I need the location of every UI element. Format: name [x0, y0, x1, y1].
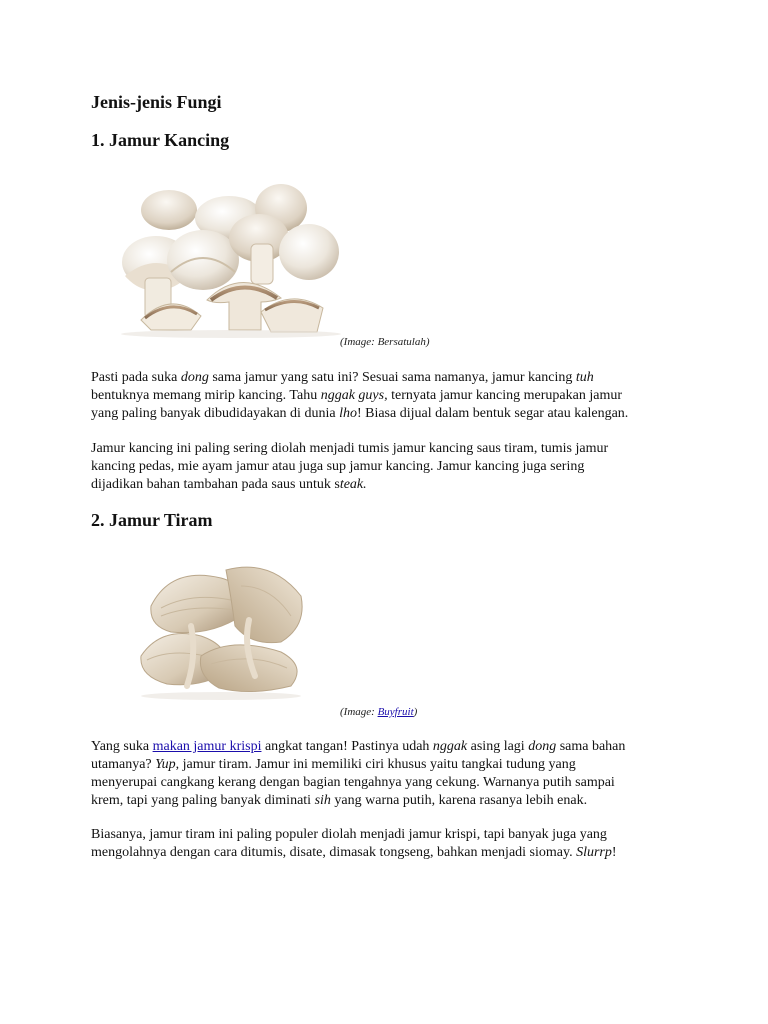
makan-jamur-krispi-link[interactable]: makan jamur krispi: [152, 739, 262, 754]
italic-run: nggak guys,: [320, 388, 388, 403]
paragraph-kancing-1: [91, 369, 681, 423]
text-run: dijadikan bahan tambahan pada saus untuk s: [91, 477, 340, 492]
text-line: [91, 792, 681, 810]
italic-run: sih: [314, 793, 331, 808]
text-run: mengolahnya dengan cara ditumis, disate, dimasak tongseng, bahkan menjadi siomay.: [91, 845, 577, 860]
text-run: yang paling banyak dibudidayakan di dunia: [91, 406, 340, 421]
section-heading-jamur-tiram: 2. Jamur Tiram: [91, 510, 213, 530]
text-run: sama bahan: [556, 739, 626, 754]
italic-run: Slurrp: [576, 845, 612, 860]
italic-run: Yup: [155, 757, 176, 772]
text-run: asing lagi: [467, 739, 529, 754]
text-run: sama jamur yang satu ini? Sesuai sama namanya, jamur kancing: [208, 370, 576, 385]
text-run: utamanya?: [91, 757, 156, 772]
text-run: yang warna putih, karena rasanya lebih enak.: [330, 793, 588, 808]
text-line: [91, 387, 681, 405]
text-run: ternyata jamur kancing merupakan jamur: [387, 388, 623, 403]
caption-prefix: (Image:: [340, 336, 378, 348]
paragraph-tiram-2: [91, 826, 681, 862]
oyster-mushroom-image: [131, 556, 311, 702]
text-line: menyerupai cangkang kerang dengan bagian tengahnya yang cekung. Warnanya putih sampai: [91, 775, 615, 790]
image-caption-tiram: [340, 706, 417, 718]
document-title: Jenis-jenis Fungi: [91, 92, 222, 112]
text-line: [91, 844, 681, 862]
text-line: [91, 756, 681, 774]
italic-run: dong: [528, 739, 557, 754]
section-heading-jamur-kancing: 1. Jamur Kancing: [91, 130, 230, 150]
text-line: [91, 476, 681, 494]
paragraph-tiram-1: [91, 738, 681, 810]
italic-run: nggak: [432, 739, 468, 754]
oyster-mushroom-photo-icon: [131, 556, 311, 702]
button-mushroom-image: [111, 180, 351, 338]
text-run: Pasti pada suka: [91, 370, 181, 385]
text-run: bentuknya memang mirip kancing. Tahu: [91, 388, 321, 403]
text-run: Yang suka: [91, 739, 153, 754]
text-line: [91, 369, 681, 387]
text-run: krem, tapi yang paling banyak diminati: [91, 793, 315, 808]
italic-run: dong: [180, 370, 209, 385]
paragraph-kancing-2: [91, 440, 681, 494]
text-run: , jamur tiram. Jamur ini memiliki ciri khusus yaitu tangkai tudung yang: [175, 757, 576, 772]
caption-source: Bersatulah: [377, 336, 426, 348]
text-line: kancing pedas, mie ayam jamur atau juga sup jamur kancing. Jamur kancing juga sering: [91, 459, 585, 474]
button-mushroom-photo-icon: [111, 180, 351, 338]
caption-source-link[interactable]: Buyfruit: [377, 706, 414, 718]
text-line: [91, 405, 681, 423]
italic-run: lho: [339, 406, 357, 421]
caption-prefix: (Image:: [340, 706, 378, 718]
text-run: !: [611, 845, 617, 860]
text-run: angkat tangan! Pastinya udah: [261, 739, 433, 754]
caption-suffix: ): [425, 336, 430, 348]
caption-suffix: ): [413, 706, 418, 718]
text-line: Jamur kancing ini paling sering diolah menjadi tumis jamur kancing saus tiram, tumis jamur: [91, 441, 609, 456]
text-line: Biasanya, jamur tiram ini paling populer diolah menjadi jamur krispi, tapi banyak juga yang: [91, 827, 607, 842]
italic-run: tuh: [575, 370, 594, 385]
text-run: ! Biasa dijual dalam bentuk segar atau kalengan.: [356, 406, 629, 421]
image-caption-kancing: [340, 336, 430, 348]
italic-run: teak.: [339, 477, 367, 492]
text-line: [91, 738, 681, 756]
